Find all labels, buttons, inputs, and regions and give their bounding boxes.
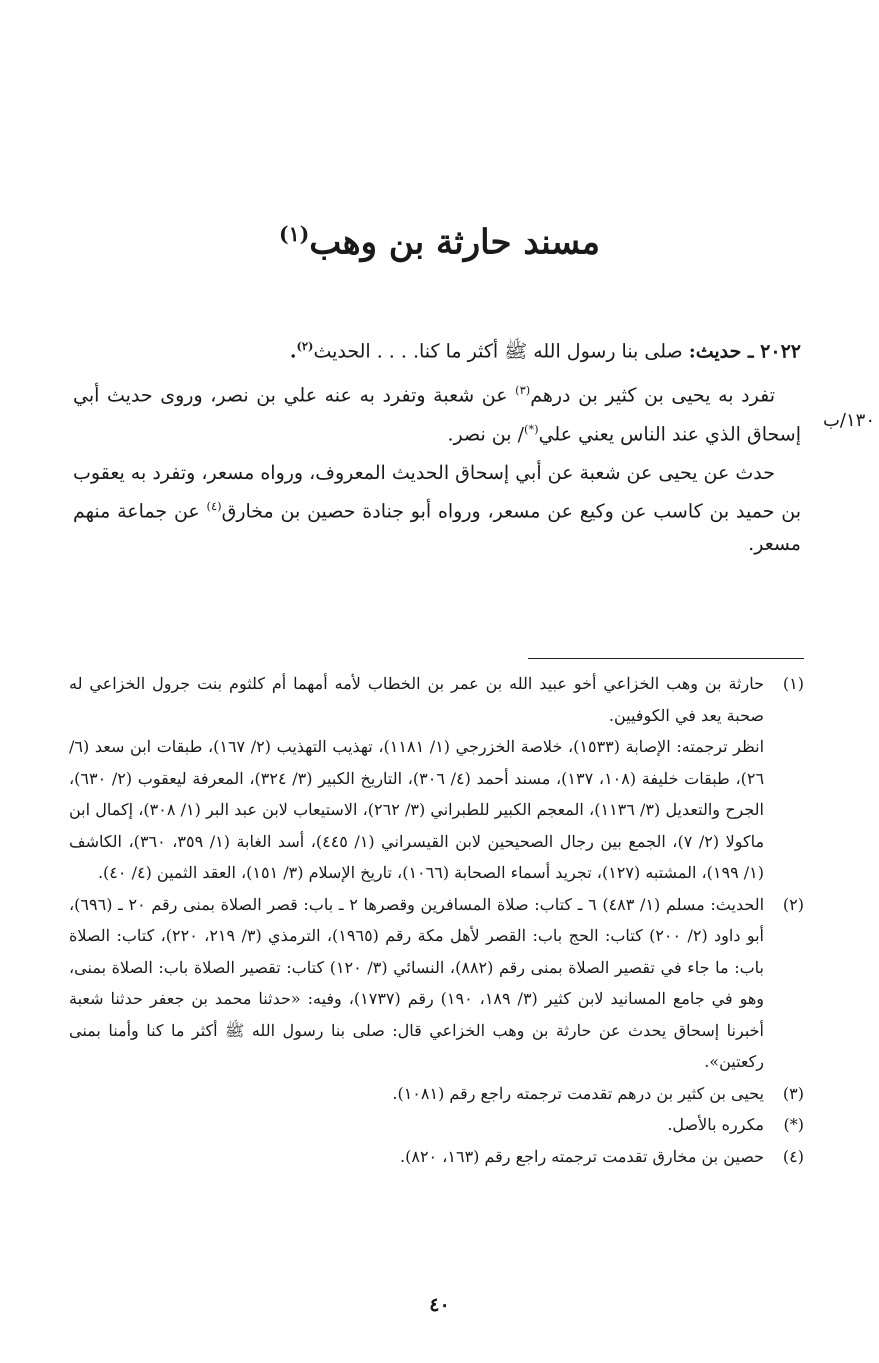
footnote-number: (٤) [782,1146,804,1166]
footnote-4 [69,1141,804,1173]
footnote-body [69,1078,764,1110]
footnote-number: (٢) [782,894,804,914]
footnote-paragraph: مكرره بالأصل. [667,1115,764,1134]
footnote-number: (١) [782,674,804,693]
paragraph-2 [73,457,801,561]
manuscript-folio-note: ١٣٠/ب [822,410,875,431]
hadith-number: ٢٠٢٢ ـ حديث: [688,340,801,363]
footnotes [69,668,804,1172]
footnote-1 [69,668,804,889]
page-title [0,222,879,263]
footnote-divider [528,658,804,659]
paragraph-1-text-a: تفرد به يحيى بن كثير بن درهم [530,384,775,407]
footnote-paragraph: يحيى بن كثير بن درهم تقدمت ترجمته راجع رقم (١٠٨١). [392,1083,764,1103]
hadith-line [73,330,801,368]
footnote-body [69,889,764,1078]
paragraph-2-text-a: حدث عن يحيى عن شعبة عن أبي إسحاق الحديث المعروف، ورواه مسعر، وتفرد به يعقوب بن حميد بن كاسب عن وكيع عن مسعر، ورواه أبو جنادة حصين بن مخارق [73,461,801,523]
footnote-number: (*) [783,1115,804,1134]
footnote-3 [69,1078,804,1110]
title-footnote-ref: (١) [279,222,310,246]
paragraph-2-text-b: عن جماعة منهم مسعر. [73,500,801,556]
page-number: ٤٠ [429,1294,450,1316]
paragraph-1-text-b: عن شعبة وتفرد به عنه علي بن نصر، وروى حديث أبي إسحاق الذي عند الناس يعني علي [73,384,801,445]
paragraph-1 [73,374,801,451]
footnote-paragraph: حارثة بن وهب الخزاعي أخو عبيد الله بن عمر بن الخطاب لأمه أمهما أم كلثوم بنت جرول الخزاعي له صحبة يعد في الكوفيين. [69,674,764,725]
paragraph-1-star-ref: (*) [523,421,539,436]
paragraph-1-text-c: / بن نصر. [447,422,524,445]
hadith-text: صلى بنا رسول الله ﷺ أكثر ما كنا. . . . الحديث [313,340,689,363]
footnote-body [69,1141,764,1173]
footnote-paragraph: الحديث: مسلم (١/ ٤٨٣) ٦ ـ كتاب: صلاة المسافرين وقصرها ٢ ـ باب: قصر الصلاة بمنى رقم ٢٠ ـ (٦٩٦)، أبو داود (٢/ ٢٠٠) كتاب: الحج باب: القصر لأهل مكة رقم (١٩٦٥)، الترمذي (٣/ ٢١٩، ٢٢٠)، كتاب: الصلاة باب: ما جاء في تقصير الصلاة بمنى رقم (٨٨٢)، النسائي (٣/ ١٢٠) كتاب: تقصير الصلاة باب: الصلاة بمنى، وهو في جامع المسانيد لابن كثير (٣/ ١٨٩، ١٩٠) رقم (١٧٣٧)، وفيه: «حدثنا محمد بن جعفر حدثنا شعبة أخبرنا إسحاق يحدث عن حارثة بن وهب الخزاعي قال: صلى بنا رسول الله ﷺ أكثر ما كنا وأمنا بمنى ركعتين». [69,894,765,1071]
main-text [73,330,801,561]
footnote-2 [69,889,804,1078]
title-text: مسند حارثة بن وهب [309,222,600,263]
hadith-footnote-ref: (٢) [296,339,314,353]
footnote-star [69,1109,804,1141]
paragraph-1-footnote-ref: (٣) [515,383,531,398]
footnote-paragraph: حصين بن مخارق تقدمت ترجمته راجع رقم (١٦٣، ٨٢٠). [400,1146,764,1166]
footnote-body [69,668,764,889]
paragraph-2-footnote-ref: (٤) [206,498,222,513]
footnote-number: (٣) [782,1083,804,1103]
footnote-paragraph: انظر ترجمته: الإصابة (١٥٣٣)، خلاصة الخزرجي (١/ ١١٨١)، تهذيب التهذيب (٢/ ١٦٧)، طبقات ابن سعد (٦/ ٢٦)، طبقات خليفة (١٠٨، ١٣٧)، مسند أحمد (٤/ ٣٠٦)، التاريخ الكبير (٣/ ٣٢٤)، المعرفة ليعقوب (٢/ ٦٣٠)، الجرح والتعديل (٣/ ١١٣٦)، المعجم الكبير للطبراني (٣/ ٢٦٢)، الاستيعاب لابن عبد البر (١/ ٣٠٨)، إكمال ابن ماكولا (٢/ ٧)، الجمع بين رجال الصحيحين لابن القيسراني (١/ ٤٤٥)، أسد الغابة (١/ ٣٥٩، ٣٦٠)، الكاشف (١/ ١٩٩)، المشتبه (١٢٧)، تجريد أسماء الصحابة (١٠٦٦)، تاريخ الإسلام (٣/ ١٥١)، العقد الثمين (٤/ ٤٠). [69,737,765,882]
hadith-end: . [289,340,297,363]
footnote-body [69,1109,764,1141]
